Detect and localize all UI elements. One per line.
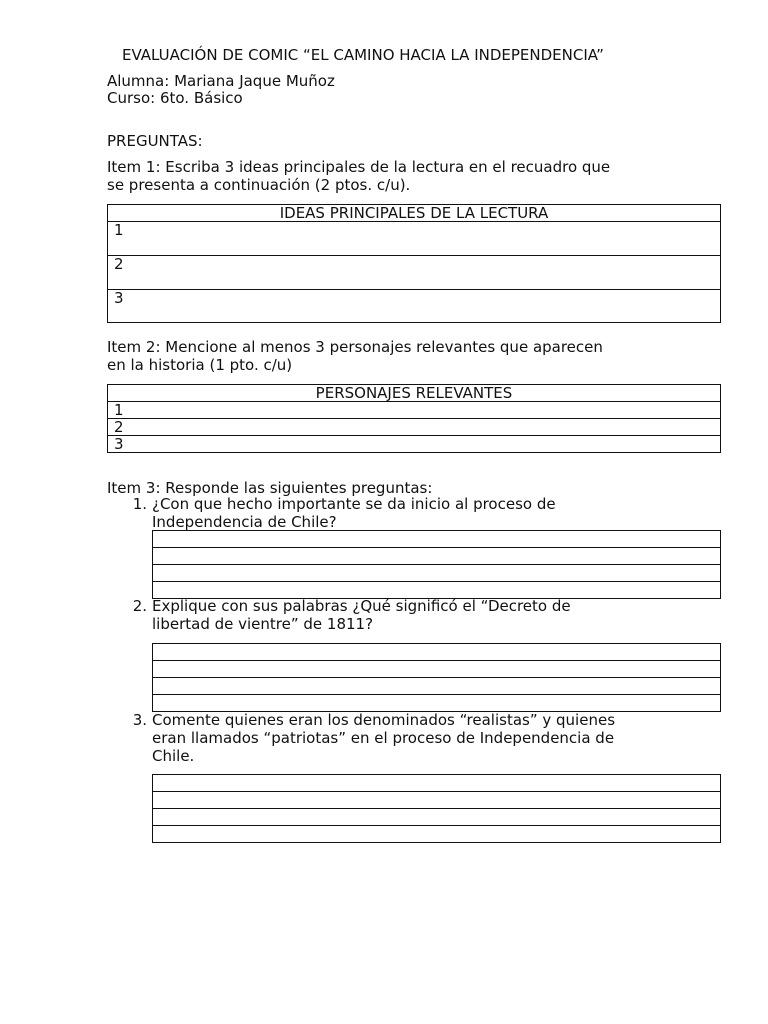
ideas-table — [107, 204, 721, 323]
characters-table — [107, 384, 721, 453]
answer-1-line[interactable] — [153, 565, 721, 582]
ideas-row-2[interactable]: 2 — [108, 256, 721, 290]
answer-2-line[interactable] — [153, 661, 721, 678]
question-1-line-2: Independencia de Chile? — [152, 513, 337, 531]
answer-1-line[interactable] — [153, 548, 721, 565]
answer-3-line[interactable] — [153, 826, 721, 843]
answer-box-1 — [152, 530, 721, 599]
question-3-line-2: eran llamados “patriotas” en el proceso de Independencia de — [152, 729, 615, 747]
characters-row-1[interactable]: 1 — [108, 402, 721, 419]
item2-instruction-line-2: en la historia (1 pto. c/u) — [107, 356, 293, 374]
course-label: Curso: 6to. Básico — [107, 89, 243, 107]
document-title: EVALUACIÓN DE COMIC “EL CAMINO HACIA LA INDEPENDENCIA” — [122, 46, 604, 64]
question-2-number: 2. — [132, 597, 147, 615]
answer-2-line[interactable] — [153, 695, 721, 712]
item3-heading: Item 3: Responde las siguientes preguntas: — [107, 479, 433, 497]
question-3-number: 3. — [132, 711, 147, 729]
questions-heading: PREGUNTAS: — [107, 132, 203, 150]
ideas-row-1[interactable]: 1 — [108, 222, 721, 256]
ideas-table-header: IDEAS PRINCIPALES DE LA LECTURA — [108, 205, 721, 222]
answer-3-line[interactable] — [153, 792, 721, 809]
question-3-line-1: Comente quienes eran los denominados “realistas” y quienes — [152, 711, 616, 729]
ideas-row-3[interactable]: 3 — [108, 290, 721, 323]
question-3-line-3: Chile. — [152, 747, 195, 765]
student-name: Alumna: Mariana Jaque Muñoz — [107, 72, 335, 90]
characters-row-3[interactable]: 3 — [108, 436, 721, 453]
item1-instruction-line-1: Item 1: Escriba 3 ideas principales de la lectura en el recuadro que — [107, 158, 611, 176]
characters-table-header: PERSONAJES RELEVANTES — [108, 385, 721, 402]
answer-2-line[interactable] — [153, 644, 721, 661]
question-2-line-2: libertad de vientre” de 1811? — [152, 615, 374, 633]
answer-2-line[interactable] — [153, 678, 721, 695]
answer-box-2 — [152, 643, 721, 712]
answer-1-line[interactable] — [153, 582, 721, 599]
question-1-number: 1. — [132, 495, 147, 513]
question-1-line-1: ¿Con que hecho importante se da inicio al proceso de — [152, 495, 556, 513]
answer-3-line[interactable] — [153, 775, 721, 792]
question-2-line-1: Explique con sus palabras ¿Qué significó el “Decreto de — [152, 597, 571, 615]
item2-instruction-line-1: Item 2: Mencione al menos 3 personajes relevantes que aparecen — [107, 338, 603, 356]
answer-1-line[interactable] — [153, 531, 721, 548]
answer-3-line[interactable] — [153, 809, 721, 826]
characters-row-2[interactable]: 2 — [108, 419, 721, 436]
item1-instruction-line-2: se presenta a continuación (2 ptos. c/u). — [107, 176, 411, 194]
answer-box-3 — [152, 774, 721, 843]
